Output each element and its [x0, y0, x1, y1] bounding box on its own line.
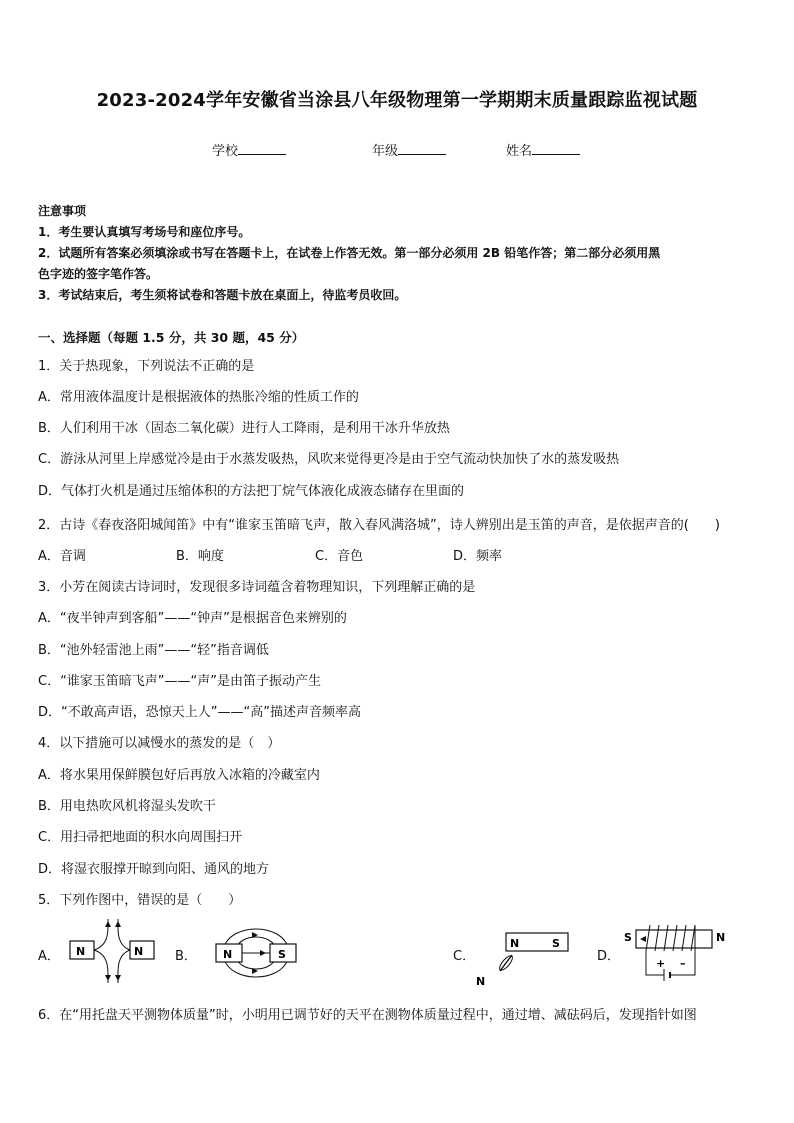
question-2-stem: 2．古诗《春夜洛阳城闻笛》中有“谁家玉笛暗飞声，散入春风满洛城”，诗人辨别出是玉笛的声音，是依据声音的( ): [38, 518, 720, 533]
question-5-option-c-label: C．: [453, 949, 476, 964]
diagram-d-pole-s: S: [624, 931, 632, 944]
diagram-b-attracting-magnets: [200, 915, 312, 987]
question-2-option-b: B．响度: [176, 549, 224, 564]
diagram-c-needle-n: N: [476, 975, 486, 987]
question-3-stem: 3．小芳在阅读古诗词时，发现很多诗词蕴含着物理知识，下列理解正确的是: [38, 580, 476, 595]
question-5-option-b-label: B．: [175, 949, 197, 964]
question-1-option-c: C．游泳从河里上岸感觉冷是由于水蒸发吸热，风吹来觉得更冷是由于空气流动快加快了水的蒸发吸热: [38, 452, 620, 467]
question-3-option-a: A．“夜半钟声到客船”——“钟声”是根据音色来辨别的: [38, 611, 347, 626]
diagram-b-pole-s: S: [278, 948, 286, 961]
question-5-option-d-label: D．: [597, 949, 621, 964]
question-6-stem: 6．在“用托盘天平测物体质量”时，小明用已调节好的天平在测物体质量过程中，通过增、减砝码后，发现指针如图: [38, 1008, 697, 1023]
question-3-option-c: C．“谁家玉笛暗飞声”——“声”是由笛子振动产生: [38, 674, 322, 689]
name-field: [506, 140, 580, 159]
grade-label: 年级: [372, 144, 399, 159]
grade-field: [372, 140, 446, 159]
page-title: 2023-2024学年安徽省当涂县八年级物理第一学期期末质量跟踪监视试题: [96, 90, 698, 111]
question-1-option-a: A．常用液体温度计是根据液体的热胀冷缩的性质工作的: [38, 390, 359, 405]
school-blank: [238, 142, 286, 155]
diagram-d-minus: –: [680, 957, 686, 970]
notice-block: [38, 201, 760, 306]
name-blank: [532, 142, 580, 155]
question-2-option-d: D．频率: [453, 549, 503, 564]
question-2-option-a: A．音调: [38, 549, 86, 564]
question-3-option-b: B．“池外轻雷池上雨”——“轻”指音调低: [38, 643, 269, 658]
notice-item: 1．考生要认真填写考场号和座位序号。: [38, 225, 251, 239]
diagram-a-pole-n-left: N: [76, 945, 86, 958]
diagram-b-pole-n: N: [223, 948, 233, 961]
notice-item: 3．考试结束后，考生须将试卷和答题卡放在桌面上，待监考员收回。: [38, 288, 407, 302]
diagram-a-repelling-magnets: [62, 915, 162, 987]
question-4-option-b: B．用电热吹风机将湿头发吹干: [38, 799, 216, 814]
diagram-d-solenoid: [622, 915, 730, 987]
question-2-option-c: C．音色: [315, 549, 364, 564]
diagram-c-bar-magnet-compass: [470, 915, 574, 987]
diagram-a-pole-n-right: N: [134, 945, 144, 958]
diagram-d-plus: +: [656, 957, 666, 970]
question-1-option-b: B．人们利用干冰（固态二氧化碳）进行人工降雨，是利用干冰升华放热: [38, 421, 450, 436]
question-3-option-d: D．“不敢高声语，恐惊天上人”——“高”描述声音频率高: [38, 705, 361, 720]
grade-blank: [398, 142, 446, 155]
question-4-option-c: C．用扫帚把地面的积水向周围扫开: [38, 830, 243, 845]
question-4-option-d: D．将湿衣服撑开晾到向阳、通风的地方: [38, 862, 270, 877]
notice-item: 色字迹的签字笔作答。: [38, 267, 159, 281]
diagram-c-pole-s: S: [552, 937, 560, 950]
school-label: 学校: [212, 144, 239, 159]
diagram-c-pole-n: N: [510, 937, 520, 950]
question-5-option-a-label: A．: [38, 949, 60, 964]
question-4-option-a: A．将水果用保鲜膜包好后再放入冰箱的冷藏室内: [38, 768, 320, 783]
diagram-d-pole-n: N: [716, 931, 726, 944]
section-heading: 一、选择题（每题 1.5 分，共 30 题，45 分）: [38, 330, 305, 345]
name-label: 姓名: [506, 144, 533, 159]
notice-item: 2．试题所有答案必须填涂或书写在答题卡上，在试卷上作答无效。第一部分必须用 2B 铅笔作答；第二部分必须用黑: [38, 246, 661, 260]
notice-heading: 注意事项: [38, 204, 87, 218]
school-field: [212, 140, 286, 159]
question-1-option-d: D．气体打火机是通过压缩体积的方法把丁烷气体液化成液态储存在里面的: [38, 484, 465, 499]
question-4-stem: 4．以下措施可以减慢水的蒸发的是（ ）: [38, 736, 281, 751]
question-1-stem: 1．关于热现象，下列说法不正确的是: [38, 359, 255, 374]
question-5-stem: 5．下列作图中，错误的是（ ）: [38, 893, 242, 908]
